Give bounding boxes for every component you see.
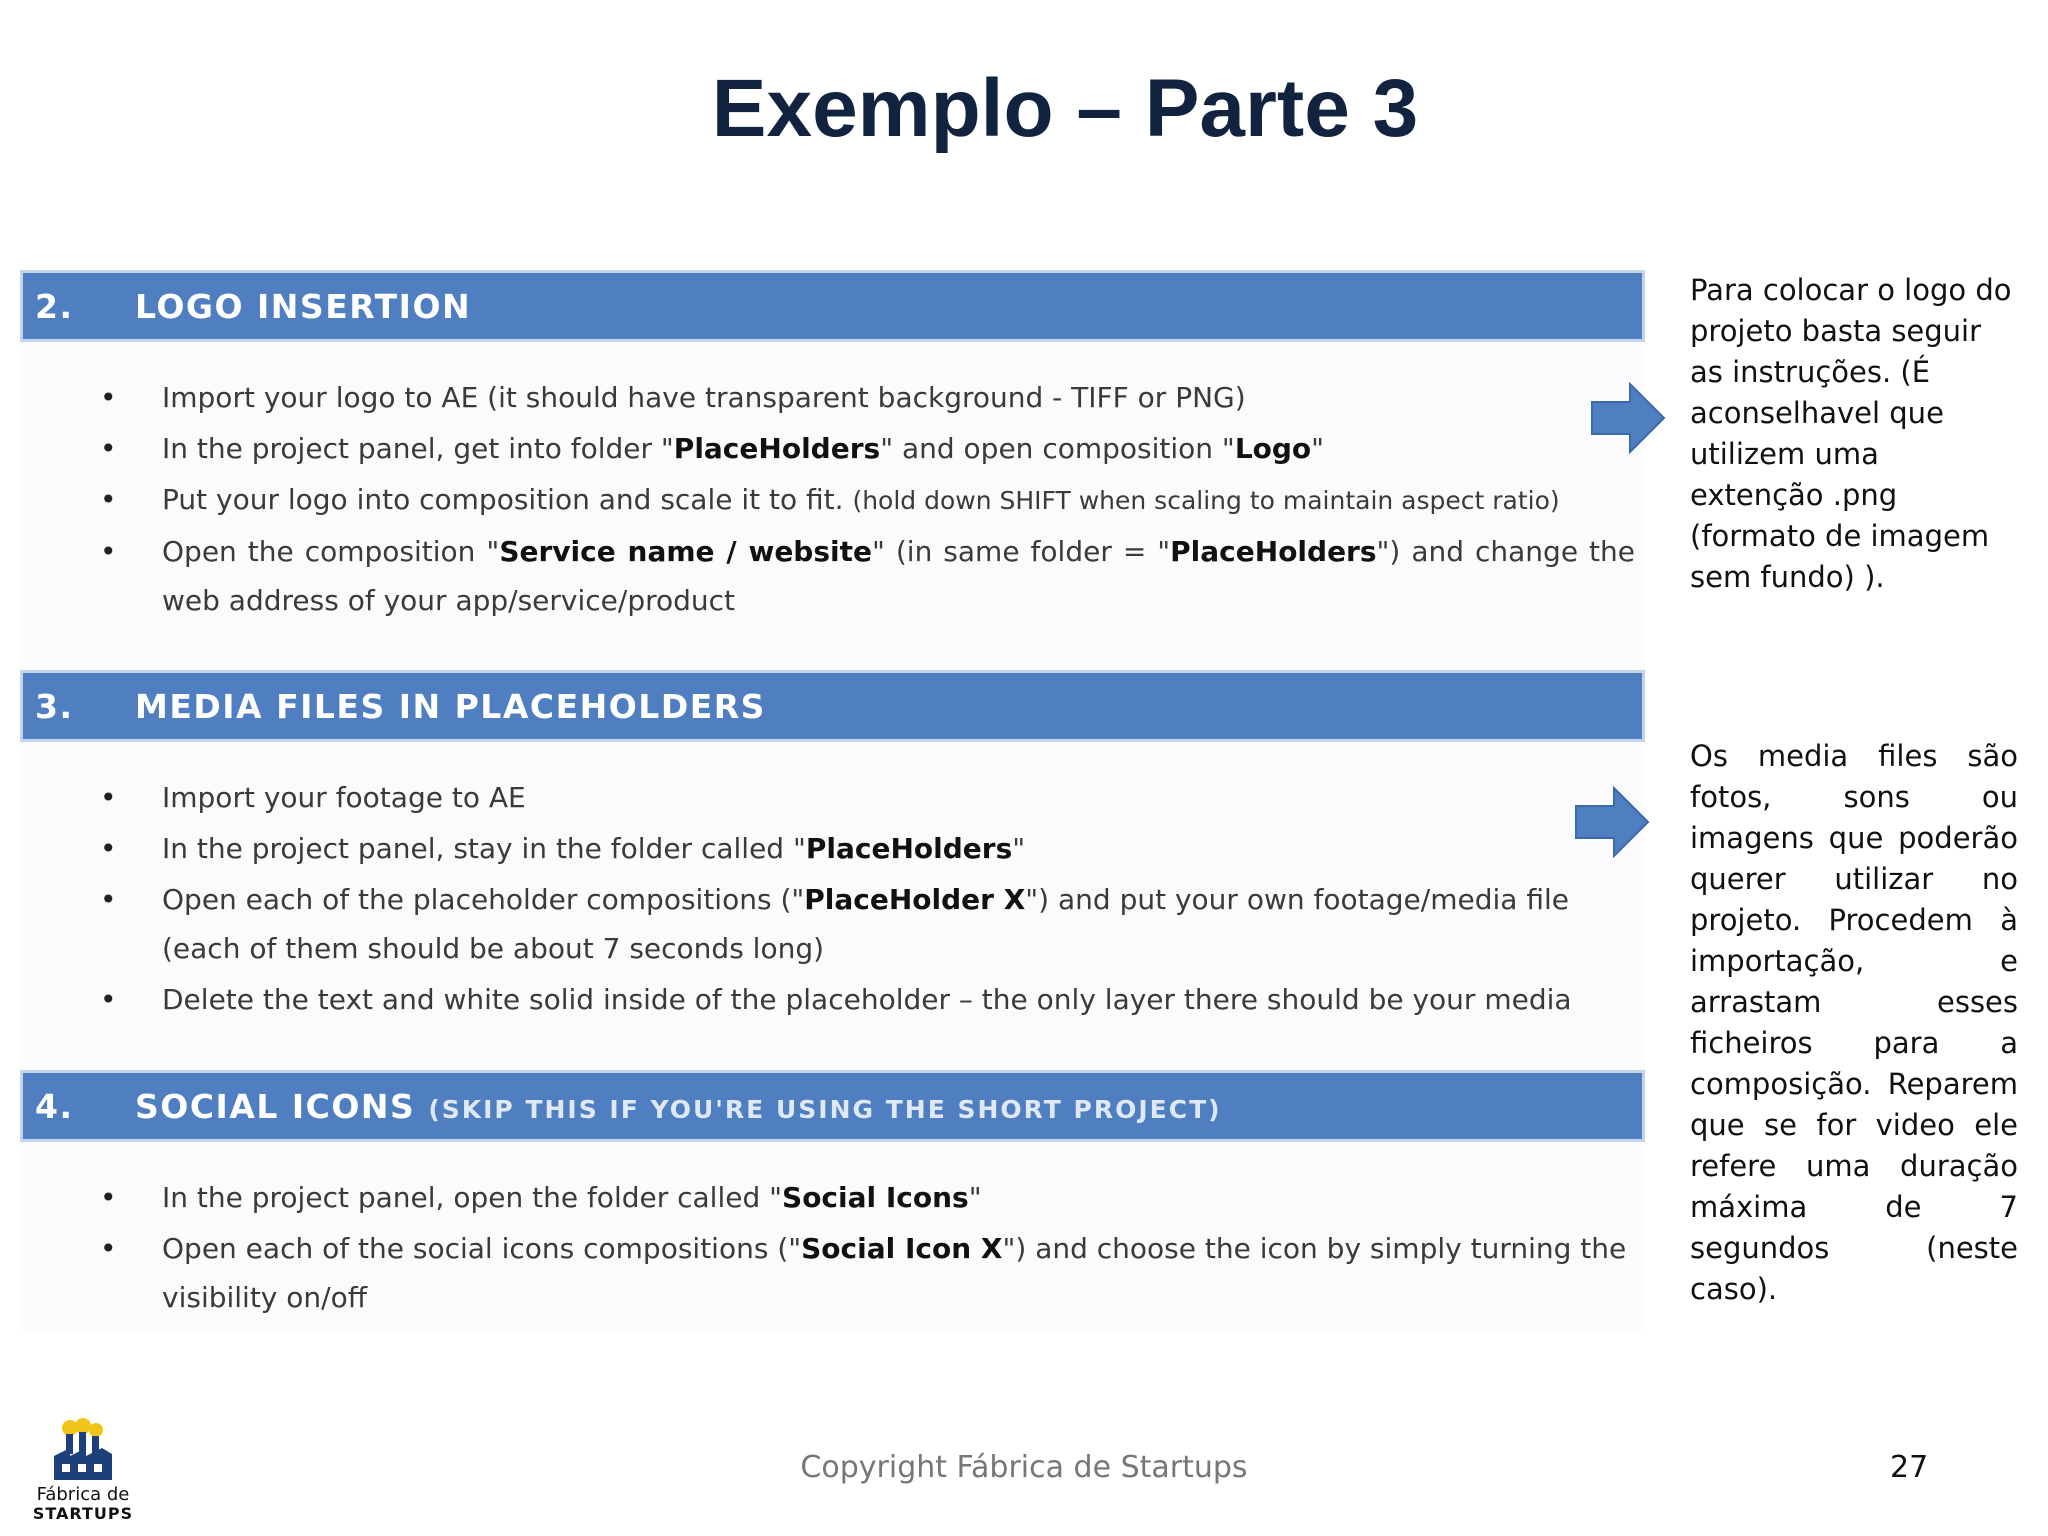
section-note: (SKIP THIS IF YOU'RE USING THE SHORT PROJECT) (428, 1094, 1222, 1124)
logo-insertion-list (20, 373, 1645, 627)
note-logo-insertion: Para colocar o logo do projeto basta seguir as instruções. (É aconselhavel que utilizem uma extenção .png (formato de imagem sem fundo) ). (1690, 273, 2012, 594)
section-title-text: SOCIAL ICONS (135, 1086, 416, 1126)
section-header-media-files (20, 670, 1645, 742)
section-header-social-icons (20, 1070, 1645, 1142)
list-item: • Import your logo to AE (it should have transparent background - TIFF or PNG) (20, 373, 1645, 422)
list-item: • Delete the text and white solid inside of the placeholder – the only layer there should be your media (20, 975, 1645, 1024)
bullet-icon: • (100, 1181, 117, 1214)
section-title: LOGO INSERTION (135, 286, 472, 326)
bullet-icon: • (100, 1232, 117, 1265)
logo-text-line1: Fábrica de (36, 1484, 130, 1505)
document-excerpt (20, 270, 1645, 1330)
section-title: MEDIA FILES IN PLACEHOLDERS (135, 686, 766, 726)
social-icons-list (20, 1173, 1645, 1324)
list-item: • In the project panel, stay in the folder called "PlaceHolders" (20, 824, 1645, 873)
page-number: 27 (1890, 1450, 1929, 1485)
list-item: • Import your footage to AE (20, 773, 1645, 822)
list-item: • In the project panel, open the folder called "Social Icons" (20, 1173, 1645, 1222)
bullet-icon: • (100, 983, 117, 1016)
bullet-icon: • (100, 832, 117, 865)
section-header-logo-insertion (20, 270, 1645, 342)
arrow-right-icon (1572, 782, 1652, 862)
bullet-icon: • (100, 381, 117, 414)
section-number: 4. (35, 1086, 74, 1126)
list-item: • Open the composition "Service name / website" (in same folder = "PlaceHolders") and change the web address of your app/service/product (20, 527, 1645, 625)
copyright-footer: Copyright Fábrica de Startups (800, 1450, 1248, 1485)
section-title (135, 1087, 1222, 1126)
section-number: 2. (35, 286, 74, 326)
logo-text-line2: STARTUPS (32, 1504, 134, 1523)
list-item: • In the project panel, get into folder "PlaceHolders" and open composition "Logo" (20, 424, 1645, 473)
bullet-icon: • (100, 781, 117, 814)
section-number: 3. (35, 686, 74, 726)
note-media-files: Os media files são fotos, sons ou imagens que poderão querer utilizar no projeto. Procedem à importação, e arrastam esses ficheiros para a composição. Reparem que se for video ele refere uma duração máxima de 7 segundos (neste caso). (1690, 739, 2018, 1306)
slide-title: Exemplo – Parte 3 (711, 63, 1419, 154)
bullet-icon: • (100, 535, 117, 568)
arrow-right-icon (1588, 378, 1668, 458)
list-item: • Open each of the social icons compositions ("Social Icon X") and choose the icon by simply turning the visibility on/off (20, 1224, 1645, 1322)
bullet-icon: • (100, 883, 117, 916)
list-item: • Open each of the placeholder compositions ("PlaceHolder X") and put your own footage/media file (each of them should be about 7 seconds long) (20, 875, 1645, 973)
bullet-icon: • (100, 483, 117, 516)
media-files-list (20, 773, 1645, 1026)
list-item: • Put your logo into composition and scale it to fit. (hold down SHIFT when scaling to maintain aspect ratio) (20, 475, 1645, 525)
bullet-icon: • (100, 432, 117, 465)
